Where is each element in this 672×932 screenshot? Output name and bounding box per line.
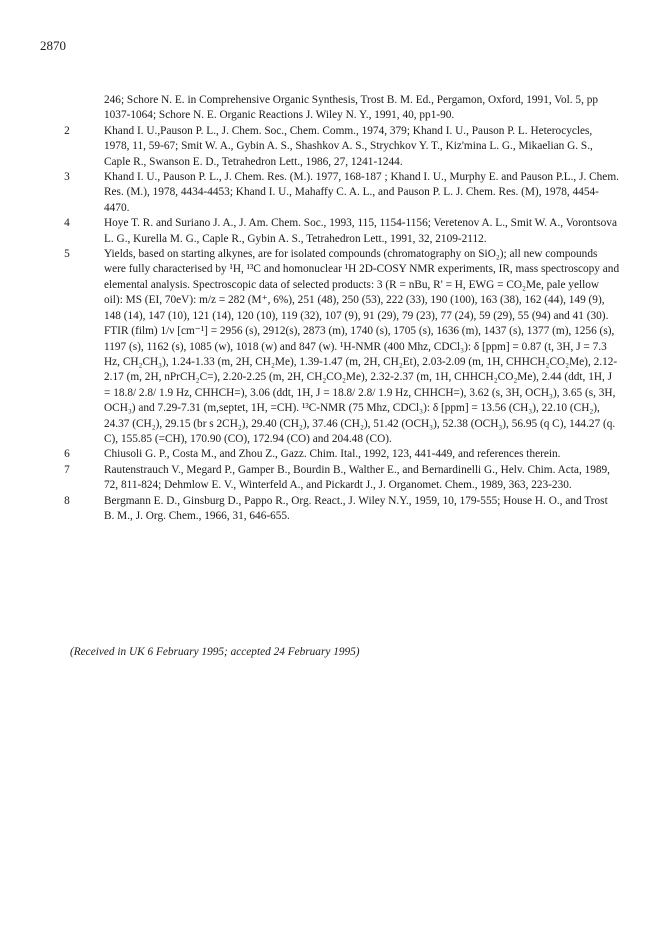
page-number: 2870 xyxy=(40,38,66,53)
reference-text: Yields, based on starting alkynes, are for isolated compounds (chromatography on SiO₂); all new compounds were fully characterised by ¹H, ¹³C and homonuclear ¹H 2D-COSY NMR experiments, IR, mass spectroscopy and elemental analysis. Spectroscopic data of selected products: 3 (R = nBu, R' = H, EWG = CO₂Me, pale yellow oil): MS (EI, 70eV): m/z = 282 (M⁺, 6%), 251 (48), 250 (53), 222 (33), 190 (100), 163 (38), 162 (44), 149 (9), 148 (14), 147 (10), 121 (14), 120 (10), 119 (32), 107 (9), 91 (29), 79 (23), 77 (24), 59 (29), 55 (94) and 41 (30). FTIR (film) 1/ν [cm⁻¹] = 2956 (s), 2912(s), 2873 (m), 1740 (s), 1705 (s), 1636 (m), 1437 (s), 1377 (m), 1256 (s), 1197 (s), 1162 (s), 1085 (w), 1018 (w) and 847 (w). ¹H-NMR (400 Mhz, CDCl₃): δ [ppm] = 0.87 (t, 3H, J = 7.3 Hz, CH₂CH₃), 1.24-1.33 (m, 2H, CH₂Me), 1.39-1.47 (m, 2H, CH₂Et), 2.03-2.09 (m, 1H, CHHCH₂CO₂Me), 2.12-2.17 (m, 2H, nPrCH₂C=), 2.20-2.25 (m, 2H, CH₂CO₂Me), 2.32-2.37 (m, 1H, CHHCH₂CO₂Me), 2.44 (ddt, 1H, J = 18.8/ 2.8/ 1.9 Hz, CHHCH=), 3.06 (ddt, 1H, J = 18.8/ 2.8/ 1.9 Hz, CHHCH=), 3.62 (s, 3H, OCH₃), 3.65 (s, 3H, OCH₃) and 7.29-7.31 (m,septet, 1H, =CH). ¹³C-NMR (75 Mhz, CDCl₃): δ [ppm] = 13.56 (CH₃), 22.10 (CH₂), 24.37 (CH₂), 29.15 (br s 2CH₂), 29.40 (CH₂), 37.46 (CH₂), 51.42 (OCH₃), 52.38 (OCH₃), 56.95 (q C), 144.27 (q. C), 155.85 (=CH), 170.90 (CO), 172.94 (CO) and 204.48 (CO). xyxy=(104,248,620,445)
reference-number: 2 xyxy=(64,124,70,137)
reference-text: Khand I. U.,Pauson P. L., J. Chem. Soc., Chem. Comm., 1974, 379; Khand I. U., Pauson P. L. Heterocycles, 1978, 11, 59-67; Smit W. A., Gybin A. S., Shashkov A. S., Strychkov Y. T., Kiz'mina L. G., Mikaelian G. S., Caple R., Swanson E. D., Tetrahedron Lett., 1986, 27, 1241-1244. xyxy=(104,124,593,168)
reference-list xyxy=(60,93,620,524)
reference-number: 4 xyxy=(64,217,70,230)
reference-item xyxy=(60,494,620,525)
received-note: (Received in UK 6 February 1995; accepted 24 February 1995) xyxy=(70,646,360,658)
reference-text: Chiusoli G. P., Costa M., and Zhou Z., Gazz. Chim. Ital., 1992, 123, 441-449, and references therein. xyxy=(104,448,561,461)
reference-text: 246; Schore N. E. in Comprehensive Organic Synthesis, Trost B. M. Ed., Pergamon, Oxford, 1991, Vol. 5, pp 1037-1064; Schore N. E. Organic Reactions J. Wiley N. Y., 1991, 40, pp1-90. xyxy=(104,94,599,122)
reference-text: Hoye T. R. and Suriano J. A., J. Am. Chem. Soc., 1993, 115, 1154-1156; Veretenov A. L., Smit W. A., Vorontsova L. G., Kurella M. G., Caple R., Gybin A. S., Tetrahedron Lett., 1991, 32, 2109-2112. xyxy=(104,217,617,245)
reference-item xyxy=(60,93,620,124)
reference-item xyxy=(60,170,620,216)
reference-number: 8 xyxy=(64,494,70,507)
reference-item xyxy=(60,447,620,462)
reference-text: Rautenstrauch V., Megard P., Gamper B., Bourdin B., Walther E., and Bernardinelli G., Helv. Chim. Acta, 1989, 72, 811-824; Dehmlow E. V., Winterfeld A., and Pickardt J., J. Organomet. Chem., 1989, 363, 223-230. xyxy=(104,463,611,492)
reference-item xyxy=(60,124,620,170)
reference-item xyxy=(60,463,620,494)
reference-text: Bergmann E. D., Ginsburg D., Pappo R., Org. React., J. Wiley N.Y., 1959, 10, 179-555; House H. O., and Trost B. M., J. Org. Chem., 1966, 31, 646-655. xyxy=(104,494,608,522)
reference-item xyxy=(60,247,620,447)
reference-number: 7 xyxy=(64,463,70,476)
reference-number: 3 xyxy=(64,171,70,184)
reference-text: Khand I. U., Pauson P. L., J. Chem. Res. (M.). 1977, 168-187 ; Khand I. U., Murphy E. and Pauson P.L., J. Chem. Res. (M.), 1978, 4434-4453; Khand I. U., Mahaffy C. A. L., and Pauson P. L. J. Chem. Res. (M), 1978, 4454-4470. xyxy=(104,171,619,214)
reference-number: 5 xyxy=(64,248,70,261)
reference-number: 6 xyxy=(64,448,70,461)
reference-item xyxy=(60,216,620,247)
